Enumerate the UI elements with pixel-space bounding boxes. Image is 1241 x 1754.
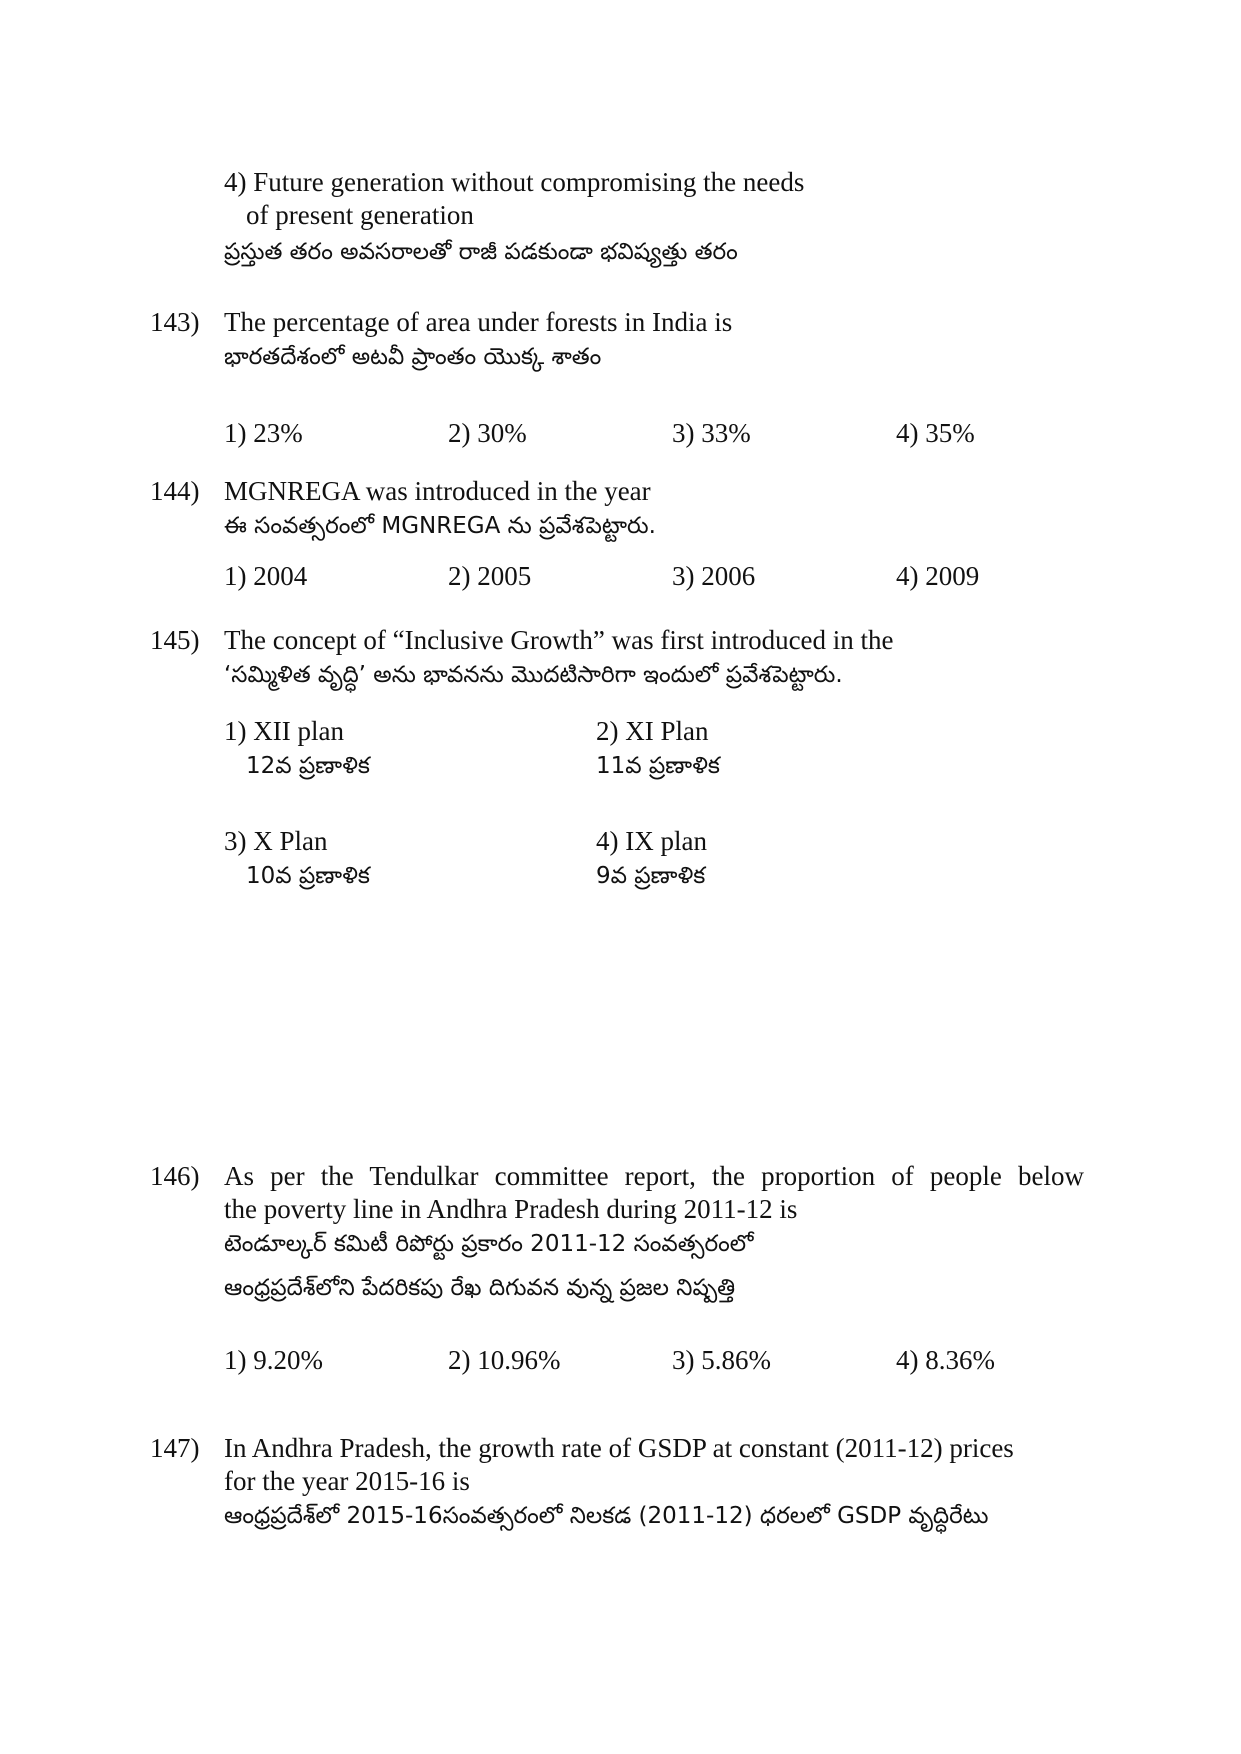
previous-question-option-4 (150, 166, 1181, 270)
question-144 (150, 475, 1181, 600)
option-text-en: 1) XII plan (224, 716, 344, 746)
options-row (224, 417, 1181, 457)
question-number: 146) (150, 1161, 200, 1191)
question-text-te: ఆంధ్రప్రదేశ్‌లో 2015-16సంవత్సరంలో నిలకడ (2011-12) ధరలలో GSDP వృద్ధిరేటు (224, 1503, 989, 1529)
option-2[interactable]: 2) 30% (448, 418, 527, 448)
options-row (224, 1344, 1181, 1384)
option-4[interactable]: 4) 2009 (896, 561, 980, 591)
option-3[interactable]: 3) 5.86% (672, 1345, 771, 1375)
question-text-en: MGNREGA was introduced in the year (224, 476, 651, 506)
question-text-te: ఈ సంవత్సరంలో MGNREGA ను ప్రవేశపెట్టారు. (224, 513, 656, 539)
question-text-en: The percentage of area under forests in India is (224, 307, 733, 337)
option-4[interactable]: 4) 35% (896, 418, 975, 448)
question-number: 147) (150, 1433, 200, 1463)
question-number: 144) (150, 476, 200, 506)
option-1[interactable] (224, 715, 584, 784)
question-text-en: The concept of “Inclusive Growth” was first introduced in the (224, 625, 894, 655)
question-text-en: In Andhra Pradesh, the growth rate of GSDP at constant (2011-12) prices (224, 1433, 1014, 1463)
option-2[interactable]: 2) 2005 (448, 561, 532, 591)
question-text-te: టెండూల్కర్ కమిటీ రిపోర్టు ప్రకారం 2011-12 సంవత్సరంలో (224, 1231, 754, 1257)
option-text-en: 4) IX plan (596, 826, 707, 856)
question-text-te: భారతదేశంలో అటవీ ప్రాంతం యొక్క శాతం (224, 344, 602, 370)
options-row (224, 560, 1181, 600)
option-text-te: ప్రస్తుత తరం అవసరాలతో రాజీ పడకుండా భవిష్యత్తు తరం (224, 239, 738, 265)
option-2[interactable] (596, 715, 956, 784)
question-143 (150, 306, 1181, 457)
option-text-te: 9వ ప్రణాళిక (596, 863, 706, 889)
question-text-en: As per the Tendulkar committee report, the proportion of people below (224, 1161, 1084, 1191)
question-number: 145) (150, 625, 200, 655)
option-text-te: 11వ ప్రణాళిక (596, 753, 720, 779)
option-text-en: 4) Future generation without compromising the needs (224, 167, 805, 197)
question-145 (150, 624, 1181, 915)
option-1[interactable]: 1) 2004 (224, 561, 308, 591)
option-1[interactable]: 1) 23% (224, 418, 303, 448)
question-number: 143) (150, 307, 200, 337)
option-4[interactable] (596, 825, 956, 894)
option-3[interactable]: 3) 33% (672, 418, 751, 448)
question-146 (150, 1160, 1181, 1384)
options-grid (224, 715, 1181, 915)
option-text-en: 2) XI Plan (596, 716, 709, 746)
option-4[interactable]: 4) 8.36% (896, 1345, 995, 1375)
option-1[interactable]: 1) 9.20% (224, 1345, 323, 1375)
question-147 (150, 1432, 1181, 1534)
option-3[interactable] (224, 825, 584, 894)
option-3[interactable]: 3) 2006 (672, 561, 756, 591)
option-text-te: 12వ ప్రణాళిక (246, 753, 370, 779)
question-text-en: for the year 2015-16 is (224, 1466, 470, 1496)
option-text-en: of present generation (246, 200, 474, 230)
question-text-te: ఆంధ్రప్రదేశ్‌లోని పేదరికపు రేఖ దిగువన వున్న ప్రజల నిష్పత్తి (224, 1275, 736, 1301)
option-text-en: 3) X Plan (224, 826, 328, 856)
question-text-en: the poverty line in Andhra Pradesh during 2011-12 is (224, 1194, 798, 1224)
option-text-te: 10వ ప్రణాళిక (246, 863, 370, 889)
option-2[interactable]: 2) 10.96% (448, 1345, 561, 1375)
question-text-te: ‘సమ్మిళిత వృద్ధి’ అను భావనను మొదటిసారిగా ఇందులో ప్రవేశపెట్టారు. (224, 662, 843, 688)
